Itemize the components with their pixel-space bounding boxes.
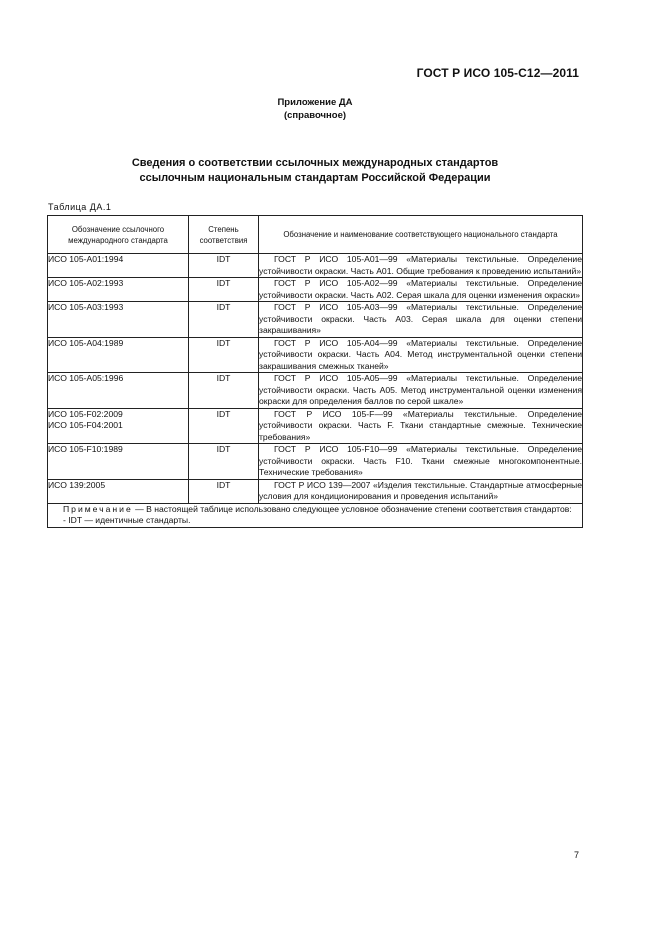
table-header-row — [48, 216, 583, 254]
degree-cell: IDT — [189, 278, 259, 302]
standard-designation: ГОСТ Р ИСО 105-С12—2011 — [416, 66, 579, 80]
note-paragraph — [48, 504, 582, 516]
annex-title: Приложение ДА — [277, 97, 353, 108]
table-label: Таблица ДА.1 — [48, 202, 112, 212]
national-standard-cell: ГОСТ Р ИСО 139—2007 «Изделия текстильные. Стандартные атмосферные условия для кондиционирования и проведения испытаний» — [259, 479, 582, 501]
international-standard: ИСО 105-А05:1996 — [48, 373, 124, 383]
international-standard: ИСО 105-F10:1989 — [48, 444, 123, 454]
table-row — [48, 444, 583, 480]
degree-cell: IDT — [189, 373, 259, 409]
national-standard-cell: ГОСТ Р ИСО 105-А05—99 «Материалы текстильные. Определение устойчивости окраски. Часть А05. Метод инструментальной оценки изменения окраски для определения баллов по серой шкале» — [259, 373, 582, 406]
table-note-row — [48, 503, 583, 527]
international-standard-cell — [48, 302, 189, 338]
degree-cell: IDT — [189, 337, 259, 373]
heading-line-1: Сведения о соответствии ссылочных международных стандартов — [131, 157, 499, 169]
international-standard: ИСО 139:2005 — [48, 479, 106, 490]
table-row — [48, 479, 583, 503]
document-heading — [0, 156, 630, 186]
column-header-national: Обозначение и наименование соответствующего национального стандарта — [259, 216, 583, 254]
annex-subtitle: (справочное) — [283, 110, 347, 121]
note-label: Примечание — [63, 503, 133, 514]
national-standard-cell: ГОСТ Р ИСО 105-А04—99 «Материалы текстильные. Определение устойчивости окраски. Часть А04. Метод инструментальной оценки степени закрашивания смежных тканей» — [259, 337, 582, 371]
annex-heading — [0, 96, 630, 122]
column-header-degree: Степень соответствия — [189, 216, 259, 254]
international-standard: ИСО 105-А03:1993 — [48, 302, 124, 312]
degree-cell: IDT — [189, 254, 259, 278]
international-standard-cell — [48, 444, 189, 480]
international-standard: ИСО 105-F02:2009 — [48, 408, 123, 419]
heading-line-2: ссылочным национальным стандартам Российской Федерации — [139, 172, 491, 184]
degree-cell: IDT — [189, 444, 259, 480]
national-standard-cell: ГОСТ Р ИСО 105-А03—99 «Материалы текстильные. Определение устойчивости окраски. Часть А03. Серая шкала для оценки степени закрашивания» — [259, 302, 582, 335]
degree-cell: IDT — [189, 302, 259, 338]
international-standard-cell — [48, 254, 189, 278]
international-standard-cell — [48, 373, 189, 409]
international-standard: ИСО 105-А04:1989 — [48, 337, 124, 348]
note-text: — В настоящей таблице использовано следующее условное обозначение степени соответствия стандартов: — [132, 503, 572, 514]
note-item: - IDT — идентичные стандарты. — [63, 515, 191, 525]
national-standard-cell: ГОСТ Р ИСО 105-F—99 «Материалы текстильные. Определение устойчивости окраски. Часть F. Ткани стандартные смежные. Технические требования» — [259, 408, 582, 442]
international-standard: ИСО 105-F04:2001 — [48, 420, 123, 430]
correspondence-table — [47, 215, 583, 528]
column-header-international: Обозначение ссылочного международного стандарта — [48, 216, 189, 254]
table-row — [48, 337, 583, 373]
international-standard-cell — [48, 408, 189, 444]
table-row — [48, 278, 583, 302]
page-number: 7 — [573, 850, 579, 860]
table-row — [48, 302, 583, 338]
table-row — [48, 254, 583, 278]
national-standard-cell: ГОСТ Р ИСО 105-F10—99 «Материалы текстильные. Определение устойчивости окраски. Часть F10. Ткани смежные многокомпонентные. Технические требования» — [259, 444, 582, 477]
international-standard: ИСО 105-А01:1994 — [48, 254, 124, 264]
degree-cell: IDT — [189, 408, 259, 444]
international-standard-cell — [48, 278, 189, 302]
international-standard-cell — [48, 479, 189, 503]
degree-cell: IDT — [189, 479, 259, 503]
national-standard-cell: ГОСТ Р ИСО 105-А01—99 «Материалы текстильные. Определение устойчивости окраски. Часть А01. Общие требования к проведению испытаний» — [259, 254, 582, 276]
table-row — [48, 408, 583, 444]
table-note — [48, 503, 583, 527]
international-standard: ИСО 105-А02:1993 — [48, 278, 124, 288]
table-row — [48, 373, 583, 409]
national-standard-cell: ГОСТ Р ИСО 105-А02—99 «Материалы текстильные. Определение устойчивости окраски. Часть А02. Серая шкала для оценки изменения окраски» — [259, 278, 582, 300]
international-standard-cell — [48, 337, 189, 373]
